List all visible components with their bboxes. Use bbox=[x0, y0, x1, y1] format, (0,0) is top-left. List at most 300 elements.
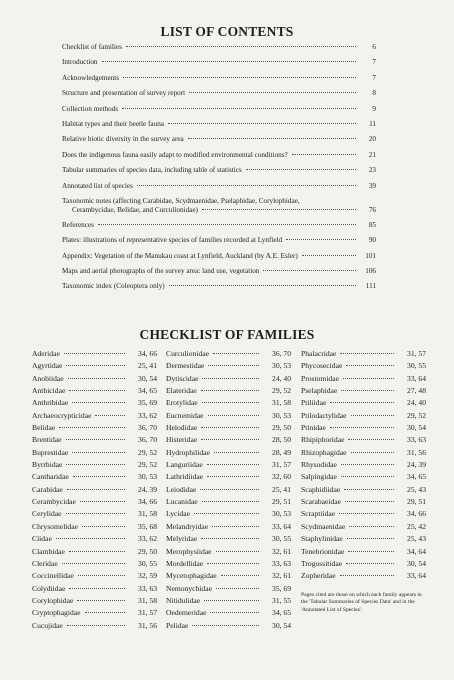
dot-leader bbox=[286, 239, 356, 240]
family-pages: 31, 56 bbox=[407, 447, 426, 457]
toc-entry-page: 90 bbox=[368, 236, 376, 245]
family-pages: 36, 70 bbox=[138, 435, 157, 445]
dot-leader bbox=[85, 612, 125, 613]
toc-entry-page: 23 bbox=[368, 166, 376, 175]
family-name: Aderidae bbox=[32, 349, 60, 358]
family-name: Agyrtidae bbox=[32, 361, 63, 371]
family-pages: 33, 62 bbox=[138, 410, 157, 420]
family-pages: 25, 43 bbox=[407, 534, 426, 544]
family-pages: 33, 64 bbox=[407, 571, 426, 581]
family-entry bbox=[301, 559, 426, 571]
family-name: Pselaphidae bbox=[301, 386, 338, 396]
family-entry bbox=[32, 497, 157, 509]
family-pages: 31, 57 bbox=[138, 608, 157, 618]
family-name: Nemonychidae bbox=[166, 583, 212, 593]
family-pages: 30, 55 bbox=[272, 534, 291, 544]
dot-leader bbox=[67, 625, 125, 626]
dot-leader bbox=[72, 452, 125, 453]
family-entry bbox=[166, 571, 291, 583]
dot-leader bbox=[200, 489, 259, 490]
toc-entry-title: Maps and aerial photographs of the survey area: land use, vegetation bbox=[62, 267, 260, 276]
family-name: Carabidae bbox=[32, 484, 63, 494]
family-pages: 25, 43 bbox=[407, 484, 426, 494]
dot-leader bbox=[330, 427, 394, 428]
family-entry bbox=[166, 485, 291, 497]
dot-leader bbox=[345, 501, 394, 502]
dot-leader bbox=[263, 270, 356, 271]
family-pages: 27, 48 bbox=[407, 386, 426, 396]
family-pages: 30, 53 bbox=[272, 509, 291, 519]
family-name: Curculionidae bbox=[166, 349, 210, 358]
family-entry bbox=[32, 435, 157, 447]
toc-entry-title: Introduction bbox=[62, 58, 98, 67]
toc-entry bbox=[62, 105, 376, 120]
family-pages: 30, 53 bbox=[272, 410, 291, 420]
family-name: Cryptophagidae bbox=[32, 608, 81, 618]
dot-leader bbox=[102, 61, 356, 62]
dot-leader bbox=[56, 538, 125, 539]
family-pages: 31, 55 bbox=[272, 595, 291, 605]
dot-leader bbox=[348, 551, 394, 552]
family-name: Anthicidae bbox=[32, 386, 66, 396]
family-entry bbox=[32, 509, 157, 521]
dot-leader bbox=[216, 551, 259, 552]
family-name: Rhizophagidae bbox=[301, 447, 347, 457]
family-name: Cantharidae bbox=[32, 472, 69, 482]
dot-leader bbox=[66, 365, 125, 366]
family-pages: 32, 61 bbox=[272, 571, 291, 581]
family-name: Melandryidae bbox=[166, 521, 209, 531]
family-entry bbox=[301, 522, 426, 534]
dot-leader bbox=[214, 452, 259, 453]
dot-leader bbox=[188, 138, 356, 139]
toc-entry bbox=[62, 197, 376, 215]
family-pages: 29, 52 bbox=[272, 386, 291, 396]
family-entry bbox=[301, 435, 426, 447]
dot-leader bbox=[246, 169, 356, 170]
family-name: Lathridiidae bbox=[166, 472, 204, 482]
family-pages: 32, 61 bbox=[272, 546, 291, 556]
family-pages: 31, 58 bbox=[272, 398, 291, 408]
family-entry bbox=[301, 448, 426, 460]
dot-leader bbox=[62, 563, 125, 564]
family-name: Histeridae bbox=[166, 435, 198, 445]
dot-leader bbox=[302, 255, 356, 256]
family-entry bbox=[166, 547, 291, 559]
dot-leader bbox=[69, 588, 125, 589]
family-name: Cleridae bbox=[32, 558, 58, 568]
family-name: Rhipiphoridae bbox=[301, 435, 345, 445]
family-entry bbox=[32, 374, 157, 386]
toc-entry-title: Habitat types and their beetle fauna bbox=[62, 119, 164, 128]
family-entry bbox=[301, 398, 426, 410]
toc-entry-title: References bbox=[62, 220, 94, 229]
family-entry bbox=[301, 460, 426, 472]
dot-leader bbox=[344, 489, 394, 490]
family-entry bbox=[166, 361, 291, 373]
family-name: Prostomidae bbox=[301, 373, 339, 383]
family-entry bbox=[166, 435, 291, 447]
family-pages: 34, 65 bbox=[272, 608, 291, 618]
toc-entry bbox=[62, 236, 376, 251]
family-pages: 33, 63 bbox=[138, 583, 157, 593]
dot-leader bbox=[66, 439, 125, 440]
dot-leader bbox=[122, 108, 356, 109]
family-pages: 30, 53 bbox=[272, 361, 291, 371]
family-pages: 33, 64 bbox=[272, 521, 291, 531]
family-column-1 bbox=[32, 349, 157, 633]
family-name: Phycosecidae bbox=[301, 361, 343, 371]
dot-leader bbox=[351, 415, 394, 416]
dot-leader bbox=[126, 46, 356, 47]
dot-leader bbox=[221, 575, 259, 576]
family-name: Trogossitidae bbox=[301, 558, 343, 568]
family-entry bbox=[166, 460, 291, 472]
dot-leader bbox=[202, 378, 259, 379]
family-pages: 24, 40 bbox=[272, 373, 291, 383]
family-pages: 33, 63 bbox=[407, 435, 426, 445]
family-entry bbox=[166, 386, 291, 398]
family-name: Zopheridae bbox=[301, 571, 336, 581]
family-pages: 34, 66 bbox=[138, 349, 157, 358]
family-name: Clambidae bbox=[32, 546, 65, 556]
toc-entry-page: 21 bbox=[368, 150, 376, 159]
family-pages: 31, 56 bbox=[138, 620, 157, 630]
family-entry bbox=[32, 472, 157, 484]
dot-leader bbox=[213, 353, 259, 354]
dot-leader bbox=[202, 501, 259, 502]
dot-leader bbox=[201, 439, 259, 440]
dot-leader bbox=[341, 464, 394, 465]
toc-entry-page: 20 bbox=[368, 135, 376, 144]
family-entry bbox=[166, 472, 291, 484]
family-pages: 29, 50 bbox=[272, 423, 291, 433]
toc-entry-page: 7 bbox=[372, 73, 376, 82]
dot-leader bbox=[82, 526, 125, 527]
family-name: Lucanidae bbox=[166, 497, 198, 507]
toc-entry-page: 7 bbox=[372, 58, 376, 67]
dot-leader bbox=[66, 513, 125, 514]
family-entry bbox=[166, 509, 291, 521]
dot-leader bbox=[216, 588, 259, 589]
toc-entry-page: 101 bbox=[365, 251, 376, 260]
family-pages: 31, 58 bbox=[138, 595, 157, 605]
family-name: Anthribidae bbox=[32, 398, 69, 408]
dot-leader bbox=[208, 365, 259, 366]
toc-entry-page: 11 bbox=[369, 119, 376, 128]
family-entry bbox=[32, 485, 157, 497]
family-pages: 29, 52 bbox=[138, 447, 157, 457]
dot-leader bbox=[59, 427, 125, 428]
family-pages: 29, 52 bbox=[407, 410, 426, 420]
toc-entry-title: Appendix: Vegetation of the Manukau coast at Lynfield, Auckland (by A.E. Esler) bbox=[62, 251, 298, 260]
dot-leader bbox=[67, 489, 125, 490]
dot-leader bbox=[208, 415, 259, 416]
family-entry bbox=[32, 584, 157, 596]
family-pages: 30, 54 bbox=[138, 373, 157, 383]
family-name: Languriidae bbox=[166, 460, 203, 470]
family-pages: 31, 57 bbox=[407, 349, 426, 358]
family-entry bbox=[166, 584, 291, 596]
family-entry bbox=[32, 559, 157, 571]
toc-entry bbox=[62, 252, 376, 267]
dot-leader bbox=[72, 402, 125, 403]
checklist-footnote: Pages cited are those on which each family appears in the 'Tabular Summaries of Species Data' and in the 'Annotated List of Species'. bbox=[301, 592, 422, 613]
family-entry bbox=[301, 485, 426, 497]
dot-leader bbox=[349, 526, 394, 527]
family-pages: 29, 52 bbox=[138, 460, 157, 470]
family-pages: 29, 51 bbox=[407, 497, 426, 507]
family-pages: 30, 55 bbox=[138, 558, 157, 568]
toc-entry bbox=[62, 120, 376, 135]
family-pages: 33, 64 bbox=[407, 373, 426, 383]
family-pages: 34, 65 bbox=[138, 386, 157, 396]
family-pages: 35, 69 bbox=[138, 398, 157, 408]
family-name: Belidae bbox=[32, 423, 56, 433]
dot-leader bbox=[202, 402, 259, 403]
checklist-title: CHECKLIST OF FAMILIES bbox=[139, 327, 315, 342]
family-entry bbox=[32, 547, 157, 559]
family-name: Leiodidae bbox=[166, 484, 197, 494]
family-entry bbox=[301, 534, 426, 546]
family-entry bbox=[166, 497, 291, 509]
family-entry bbox=[301, 411, 426, 423]
family-entry bbox=[32, 621, 157, 633]
family-pages: 25, 41 bbox=[272, 484, 291, 494]
family-pages: 30, 54 bbox=[407, 423, 426, 433]
toc-entry-title: Relative biotic diversity in the survey area bbox=[62, 135, 184, 144]
family-name: Nitidulidae bbox=[166, 595, 201, 605]
dot-leader bbox=[351, 452, 394, 453]
family-pages: 33, 62 bbox=[138, 534, 157, 544]
dot-leader bbox=[98, 224, 356, 225]
toc-entry bbox=[62, 267, 376, 282]
family-name: Erotylidae bbox=[166, 398, 198, 408]
family-pages: 28, 49 bbox=[272, 447, 291, 457]
family-name: Tenebrionidae bbox=[301, 546, 345, 556]
toc-entry bbox=[62, 135, 376, 150]
family-pages: 36, 70 bbox=[138, 423, 157, 433]
toc-entry-title: Tabular summaries of species data, including table of statistics bbox=[62, 166, 242, 175]
dot-leader bbox=[64, 353, 125, 354]
dot-leader bbox=[346, 365, 394, 366]
family-name: Archaeocrypticidae bbox=[32, 410, 92, 420]
family-pages: 25, 42 bbox=[407, 521, 426, 531]
dot-leader bbox=[168, 123, 356, 124]
toc-entry bbox=[62, 151, 376, 166]
dot-leader bbox=[207, 563, 259, 564]
family-name: Corylophidae bbox=[32, 595, 74, 605]
family-entry bbox=[32, 361, 157, 373]
dot-leader bbox=[194, 513, 259, 514]
family-entry bbox=[32, 448, 157, 460]
dot-leader bbox=[347, 538, 394, 539]
family-entry bbox=[166, 374, 291, 386]
family-entry bbox=[301, 386, 426, 398]
family-name: Salpingidae bbox=[301, 472, 337, 482]
family-name: Ptiliidae bbox=[301, 398, 327, 408]
family-name: Helodidae bbox=[166, 423, 198, 433]
family-name: Lycidae bbox=[166, 509, 191, 519]
family-name: Ciidae bbox=[32, 534, 52, 544]
dot-leader bbox=[339, 513, 394, 514]
family-entry bbox=[32, 460, 157, 472]
dot-leader bbox=[68, 378, 125, 379]
dot-leader bbox=[204, 600, 259, 601]
toc-entry bbox=[62, 182, 376, 197]
toc-entry-title: Taxonomic notes (affecting Carabidae, Scydmaenidae, Pselaphidae, Corylophidae, bbox=[62, 196, 300, 205]
family-pages: 34, 65 bbox=[407, 472, 426, 482]
family-pages: 34, 66 bbox=[407, 509, 426, 519]
family-pages: 25, 41 bbox=[138, 361, 157, 371]
family-entry bbox=[166, 534, 291, 546]
family-entry bbox=[32, 411, 157, 423]
family-entry bbox=[166, 559, 291, 571]
family-entry bbox=[32, 349, 157, 361]
toc-entry bbox=[62, 89, 376, 104]
toc-entry bbox=[62, 166, 376, 181]
dot-leader bbox=[189, 92, 356, 93]
dot-leader bbox=[210, 612, 259, 613]
family-name: Hydrophilidae bbox=[166, 447, 210, 457]
dot-leader bbox=[69, 390, 125, 391]
family-name: Mordellidae bbox=[166, 558, 204, 568]
family-entry bbox=[166, 398, 291, 410]
family-name: Anobiidae bbox=[32, 373, 64, 383]
dot-leader bbox=[80, 501, 125, 502]
family-pages: 36, 70 bbox=[272, 349, 291, 358]
family-pages: 31, 57 bbox=[272, 460, 291, 470]
toc-list bbox=[62, 43, 376, 298]
family-pages: 24, 39 bbox=[138, 484, 157, 494]
family-entry bbox=[32, 522, 157, 534]
family-pages: 30, 54 bbox=[272, 620, 291, 630]
family-name: Ptilodactylidae bbox=[301, 410, 347, 420]
dot-leader bbox=[330, 402, 394, 403]
toc-entry bbox=[62, 58, 376, 73]
dot-leader bbox=[348, 439, 394, 440]
family-name: Byrrhidae bbox=[32, 460, 63, 470]
family-name: Pelidae bbox=[166, 620, 189, 630]
family-pages: 24, 40 bbox=[407, 398, 426, 408]
family-entry bbox=[32, 608, 157, 620]
family-entry bbox=[32, 386, 157, 398]
family-name: Eucnemidae bbox=[166, 410, 204, 420]
toc-entry-title: Checklist of families bbox=[62, 43, 122, 51]
family-name: Cerylidae bbox=[32, 509, 62, 519]
toc-entry-page: 106 bbox=[365, 267, 376, 276]
dot-leader bbox=[77, 600, 125, 601]
family-entry bbox=[301, 361, 426, 373]
dot-leader bbox=[201, 390, 259, 391]
family-name: Chrysomelidae bbox=[32, 521, 78, 531]
family-pages: 31, 58 bbox=[138, 509, 157, 519]
family-entry bbox=[301, 423, 426, 435]
family-entry bbox=[301, 497, 426, 509]
dot-leader bbox=[212, 526, 259, 527]
dot-leader bbox=[123, 77, 356, 78]
family-entry bbox=[166, 596, 291, 608]
toc-entry-page: 8 bbox=[372, 89, 376, 98]
family-pages: 35, 69 bbox=[272, 583, 291, 593]
toc-entry-page: 6 bbox=[372, 43, 376, 51]
toc-entry-title: Acknowledgements bbox=[62, 73, 120, 82]
dot-leader bbox=[201, 427, 259, 428]
family-name: Brentidae bbox=[32, 435, 62, 445]
family-entry bbox=[32, 423, 157, 435]
family-name: Cerambycidae bbox=[32, 497, 76, 507]
family-name: Rhysodidae bbox=[301, 460, 337, 470]
family-name: Buprestidae bbox=[32, 447, 69, 457]
family-pages: 34, 66 bbox=[138, 497, 157, 507]
dot-leader bbox=[292, 154, 356, 155]
toc-entry bbox=[62, 43, 376, 58]
family-entry bbox=[166, 621, 291, 633]
family-pages: 29, 50 bbox=[138, 546, 157, 556]
toc-entry-page: 9 bbox=[372, 104, 376, 113]
toc-entry-page: 111 bbox=[365, 282, 376, 291]
family-entry bbox=[166, 448, 291, 460]
family-entry bbox=[301, 374, 426, 386]
toc-entry-title: Does the indigenous fauna easily adapt to modified environmental conditions? bbox=[62, 150, 288, 159]
toc-entry-title: Taxonomic index (Coleoptera only) bbox=[62, 282, 165, 291]
family-pages: 30, 54 bbox=[407, 558, 426, 568]
family-pages: 32, 59 bbox=[138, 571, 157, 581]
family-entry bbox=[301, 509, 426, 521]
dot-leader bbox=[169, 285, 356, 286]
family-entry bbox=[32, 534, 157, 546]
family-entry bbox=[32, 596, 157, 608]
dot-leader bbox=[207, 464, 259, 465]
family-entry bbox=[301, 472, 426, 484]
toc-entry bbox=[62, 282, 376, 297]
family-pages: 29, 51 bbox=[272, 497, 291, 507]
family-entry bbox=[301, 571, 426, 583]
dot-leader bbox=[73, 476, 125, 477]
dot-leader bbox=[341, 476, 394, 477]
family-entry bbox=[301, 349, 426, 361]
family-name: Dytiscidae bbox=[166, 373, 199, 383]
toc-entry-title: Annotated list of species bbox=[62, 181, 133, 190]
dot-leader bbox=[95, 415, 125, 416]
dot-leader bbox=[346, 563, 394, 564]
family-entry bbox=[166, 349, 291, 361]
family-name: Melyridae bbox=[166, 534, 198, 544]
family-pages: 24, 39 bbox=[407, 460, 426, 470]
family-entry bbox=[301, 547, 426, 559]
toc-entry-title: Plates: illustrations of representative species of families recorded at Lynfield bbox=[62, 236, 283, 245]
family-name: Scaphidiidae bbox=[301, 484, 341, 494]
toc-entry bbox=[62, 221, 376, 236]
dot-leader bbox=[201, 538, 259, 539]
toc-entry bbox=[62, 74, 376, 89]
family-name: Phalacridae bbox=[301, 349, 337, 358]
toc-entry-title: Collection methods bbox=[62, 104, 119, 113]
dot-leader bbox=[341, 390, 394, 391]
family-entry bbox=[166, 423, 291, 435]
family-name: Mycetophagidae bbox=[166, 571, 217, 581]
toc-entry-title-continued: Cerambycidae, Belidae, and Curculionidae) bbox=[72, 205, 198, 214]
family-pages: 34, 64 bbox=[407, 546, 426, 556]
toc-entry-page: 39 bbox=[368, 181, 376, 190]
dot-leader bbox=[69, 551, 125, 552]
family-entry bbox=[32, 571, 157, 583]
family-pages: 30, 55 bbox=[407, 361, 426, 371]
dot-leader bbox=[192, 625, 259, 626]
family-pages: 30, 53 bbox=[138, 472, 157, 482]
dot-leader bbox=[78, 575, 125, 576]
family-entry bbox=[166, 522, 291, 534]
